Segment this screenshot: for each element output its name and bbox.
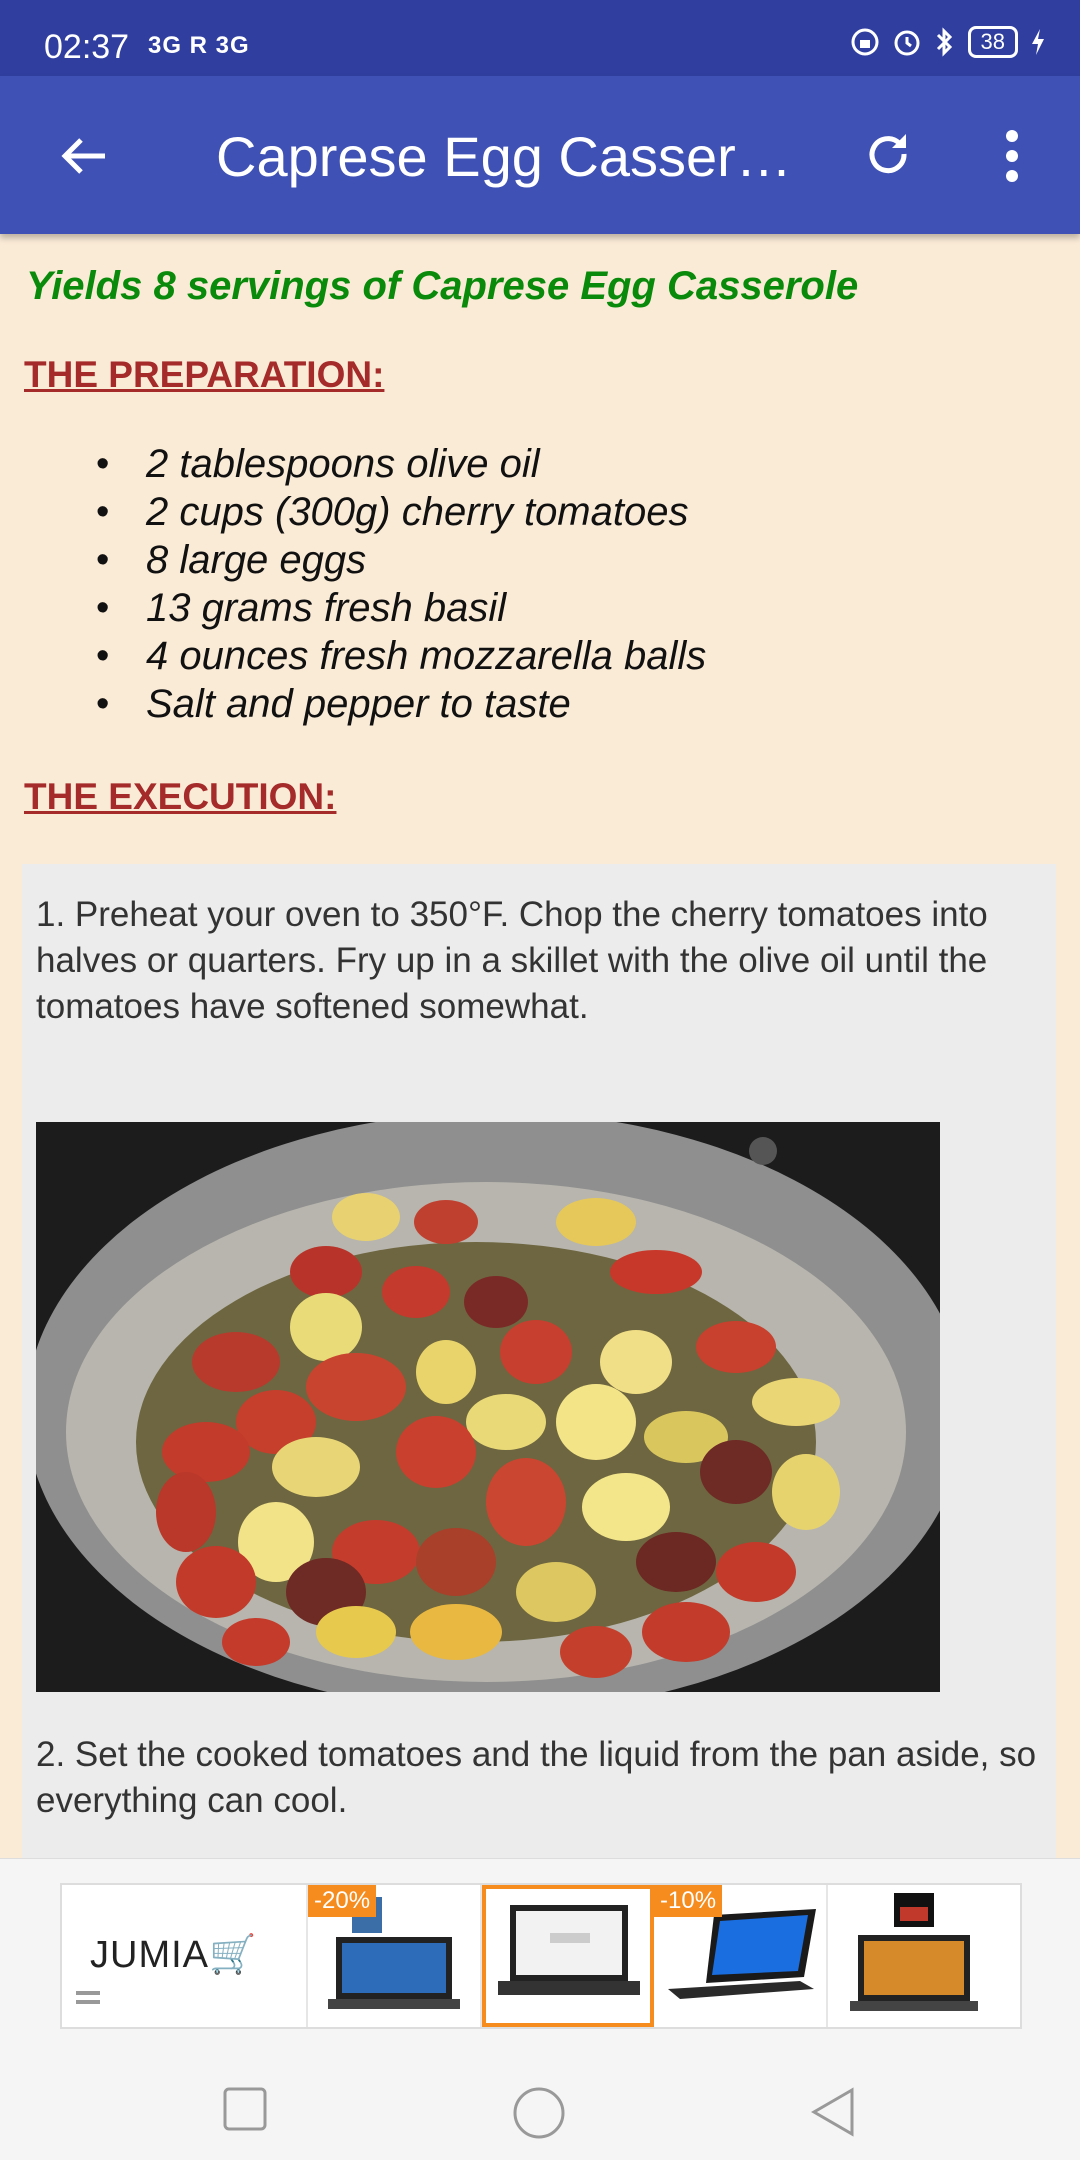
- ad-banner[interactable]: [0, 1858, 1080, 2055]
- list-item: • 4 ounces fresh mozzarella balls: [96, 632, 706, 680]
- laptop-icon: [828, 1885, 1000, 2027]
- alarm-icon: [892, 27, 922, 57]
- step-text: 1. Preheat your oven to 350°F. Chop the cherry tomatoes into halves or quarters. Fry up in a skillet with the olive oil until the tomatoes have softened somewhat.: [36, 895, 988, 1026]
- ad-product-4[interactable]: [828, 1885, 1000, 2027]
- menu-icon: [76, 1989, 100, 2007]
- network-indicator: 3G R 3G: [148, 32, 250, 59]
- refresh-icon: [860, 128, 916, 184]
- back-arrow-icon: [57, 129, 111, 183]
- list-item: • 8 large eggs: [96, 536, 706, 584]
- recipe-yields: Yields 8 servings of Caprese Egg Casserole: [26, 264, 859, 308]
- back-nav-button[interactable]: [808, 2086, 858, 2138]
- preparation-heading: THE PREPARATION:: [24, 354, 385, 395]
- brand-text: JUMIA: [90, 1934, 209, 1976]
- discount-badge: -10%: [654, 1885, 722, 1917]
- home-button[interactable]: [512, 2086, 566, 2140]
- discount-badge: -20%: [308, 1885, 376, 1917]
- laptop-icon: [486, 1889, 650, 2023]
- ad-product-3[interactable]: [654, 1885, 828, 2027]
- bluetooth-icon: [934, 27, 956, 57]
- status-bar: [0, 0, 1080, 76]
- ad-product-1[interactable]: [308, 1885, 482, 2027]
- steps-panel: [22, 864, 1056, 1858]
- page-title: Caprese Egg Casser…: [216, 125, 792, 188]
- recents-button[interactable]: [222, 2086, 268, 2132]
- list-item: • 13 grams fresh basil: [96, 584, 706, 632]
- list-item: • 2 tablespoons olive oil: [96, 440, 706, 488]
- app-bar: [0, 76, 1080, 234]
- battery-indicator: 38: [968, 26, 1018, 58]
- ad-product-2[interactable]: [482, 1885, 654, 2027]
- back-button[interactable]: [44, 116, 124, 196]
- list-item: • Salt and pepper to taste: [96, 680, 706, 728]
- ingredient-list: [96, 440, 706, 728]
- overflow-menu-button[interactable]: [972, 116, 1052, 196]
- recipe-content[interactable]: [0, 234, 1080, 1858]
- more-vert-icon: [1002, 128, 1022, 184]
- execution-heading: THE EXECUTION:: [24, 776, 337, 817]
- status-icons: [850, 26, 1046, 58]
- ad-strip[interactable]: [60, 1883, 1022, 2029]
- cart-icon: 🛒: [209, 1934, 258, 1976]
- charging-icon: [1030, 27, 1046, 57]
- refresh-button[interactable]: [848, 116, 928, 196]
- step-text: 2. Set the cooked tomatoes and the liquid from the pan aside, so everything can cool.: [36, 1735, 1037, 1820]
- status-time: 02:37: [44, 28, 130, 66]
- lock-icon: [850, 27, 880, 57]
- jumia-logo[interactable]: [62, 1885, 308, 2027]
- skillet-tomatoes-photo: [36, 1122, 940, 1692]
- system-nav-bar: [0, 2054, 1080, 2160]
- list-item: • 2 cups (300g) cherry tomatoes: [96, 488, 706, 536]
